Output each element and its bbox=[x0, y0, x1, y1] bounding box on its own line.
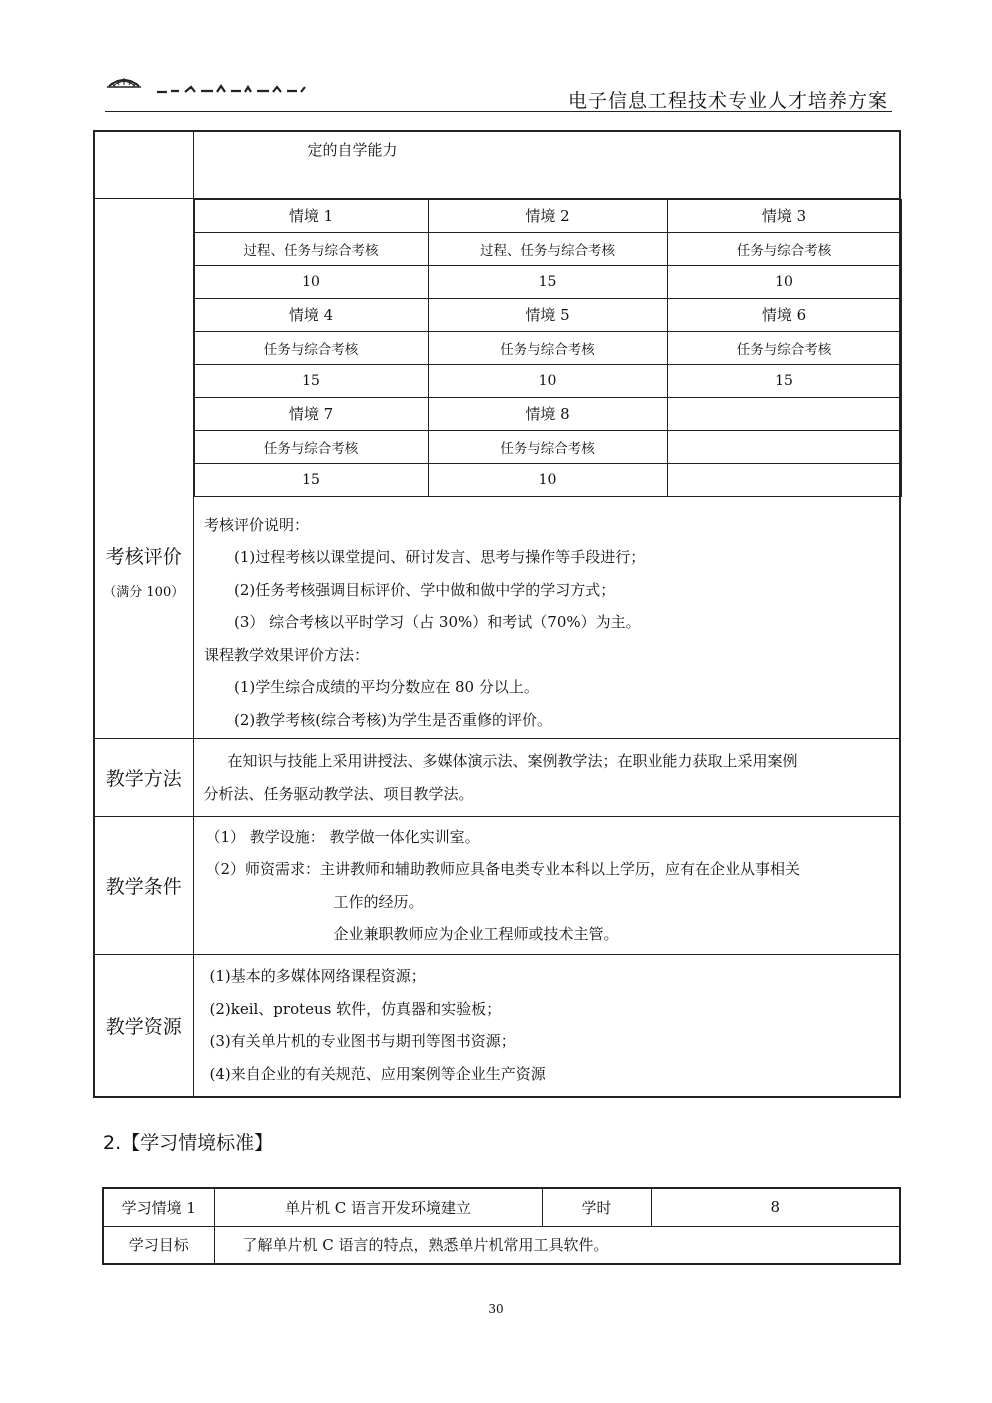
assessment-score: 15 bbox=[428, 265, 667, 298]
assessment-type: 任务与综合考核 bbox=[667, 331, 901, 364]
situation-label: 学习情境 1 bbox=[103, 1188, 214, 1226]
assessment-score: 10 bbox=[428, 364, 667, 397]
page-number: 30 bbox=[488, 1302, 504, 1316]
assessment-score: 10 bbox=[428, 463, 667, 496]
assessment-score: 15 bbox=[667, 364, 901, 397]
assessment-type: 任务与综合考核 bbox=[428, 430, 667, 463]
hours-value: 8 bbox=[651, 1188, 900, 1226]
assessment-content bbox=[193, 198, 900, 739]
resource-item: (4)来自企业的有关规范、应用案例等企业生产资源 bbox=[209, 1064, 546, 1083]
grid-type-row bbox=[194, 430, 901, 463]
table-row bbox=[103, 1226, 900, 1264]
assessment-grid bbox=[194, 199, 902, 739]
header-divider bbox=[105, 111, 892, 112]
hours-label: 学时 bbox=[542, 1188, 651, 1226]
grid-name-row bbox=[194, 298, 901, 331]
conditions-row bbox=[94, 817, 900, 955]
situation-name: 情境 1 bbox=[194, 199, 428, 232]
situation-name: 情境 4 bbox=[194, 298, 428, 331]
conditions-text: （1） 教学设施： 教学做一体化实训室。 bbox=[205, 827, 480, 846]
situation-name: 情境 8 bbox=[428, 397, 667, 430]
grid-score-row bbox=[194, 463, 901, 496]
conditions-text: 工作的经历。 bbox=[333, 892, 424, 911]
assessment-score: 15 bbox=[194, 364, 428, 397]
empty-cell bbox=[94, 131, 193, 198]
assessment-type: 任务与综合考核 bbox=[428, 331, 667, 364]
conditions-text: （2）师资需求：主讲教师和辅助教师应具备电类专业本科以上学历，应有在企业从事相关 bbox=[205, 860, 801, 878]
notes-row bbox=[194, 496, 901, 738]
assessment-label-cell bbox=[94, 198, 193, 739]
assessment-score bbox=[667, 463, 901, 496]
situation-name: 单片机 C 语言开发环境建立 bbox=[214, 1188, 542, 1226]
situation-standard-table bbox=[102, 1187, 901, 1265]
grid-score-row bbox=[194, 364, 901, 397]
assessment-score: 15 bbox=[194, 463, 428, 496]
assessment-type: 任务与综合考核 bbox=[194, 331, 428, 364]
grid-name-row bbox=[194, 397, 901, 430]
notes-line: (1)学生综合成绩的平均分数应在 80 分以上。 bbox=[234, 678, 539, 696]
resource-item: (1)基本的多媒体网络课程资源； bbox=[209, 967, 426, 986]
resource-item: (3)有关单片机的专业图书与期刊等图书资源； bbox=[209, 1032, 516, 1051]
situation-name: 情境 6 bbox=[667, 298, 901, 331]
assessment-notes bbox=[194, 496, 901, 738]
situation-name: 情境 7 bbox=[194, 397, 428, 430]
situation-name: 情境 5 bbox=[428, 298, 667, 331]
method-row bbox=[94, 739, 900, 817]
notes-heading: 课程教学效果评价方法： bbox=[204, 645, 370, 664]
grid-type-row bbox=[194, 331, 901, 364]
notes-line: (2)教学考核(综合考核)为学生是否重修的评价。 bbox=[234, 710, 552, 729]
assessment-type: 任务与综合考核 bbox=[667, 232, 901, 265]
resources-content bbox=[193, 955, 900, 1097]
notes-line: (2)任务考核强调目标评价、学中做和做中学的学习方式； bbox=[234, 580, 616, 599]
college-logo bbox=[105, 74, 325, 96]
method-text: 在知识与技能上采用讲授法、多媒体演示法、案例教学法；在职业能力获取上采用案例 bbox=[227, 752, 798, 770]
conditions-content bbox=[193, 817, 900, 955]
assessment-type: 过程、任务与综合考核 bbox=[194, 232, 428, 265]
situation-name: 情境 3 bbox=[667, 199, 901, 232]
situation-name bbox=[667, 397, 901, 430]
goal-label: 学习目标 bbox=[103, 1226, 214, 1264]
conditions-text: 企业兼职教师应为企业工程师或技术主管。 bbox=[333, 925, 619, 943]
assessment-sublabel: （满分 100） bbox=[103, 584, 185, 600]
resources-row bbox=[94, 955, 900, 1097]
table-row bbox=[94, 131, 900, 198]
resources-label: 教学资源 bbox=[94, 955, 193, 1097]
assessment-row bbox=[94, 198, 900, 739]
goal-text: 了解单片机 C 语言的特点，熟悉单片机常用工具软件。 bbox=[214, 1226, 900, 1264]
assessment-label: 考核评价 bbox=[105, 545, 182, 568]
resource-item: (2)keil、proteus 软件，仿真器和实验板； bbox=[209, 999, 502, 1018]
section-heading: 2.【学习情境标准】 bbox=[103, 1132, 274, 1154]
assessment-type: 任务与综合考核 bbox=[194, 430, 428, 463]
ability-cell bbox=[193, 131, 900, 198]
grid-score-row bbox=[194, 265, 901, 298]
page-header bbox=[105, 70, 892, 112]
course-table bbox=[93, 130, 901, 1098]
grid-type-row bbox=[194, 232, 901, 265]
grid-name-row bbox=[194, 199, 901, 232]
conditions-label: 教学条件 bbox=[94, 817, 193, 955]
table-row bbox=[103, 1188, 900, 1226]
assessment-score: 10 bbox=[194, 265, 428, 298]
notes-line: (1)过程考核以课堂提问、研讨发言、思考与操作等手段进行； bbox=[234, 548, 646, 566]
document-title: 电子信息工程技术专业人才培养方案 bbox=[567, 90, 888, 112]
assessment-type: 过程、任务与综合考核 bbox=[428, 232, 667, 265]
assessment-type bbox=[667, 430, 901, 463]
notes-line: (3） 综合考核以平时学习（占 30%）和考试（70%）为主。 bbox=[234, 613, 641, 631]
method-label: 教学方法 bbox=[94, 739, 193, 817]
notes-heading: 考核评价说明： bbox=[204, 515, 310, 534]
assessment-score: 10 bbox=[667, 265, 901, 298]
method-text: 分析法、任务驱动教学法、项目教学法。 bbox=[203, 784, 474, 803]
situation-name: 情境 2 bbox=[428, 199, 667, 232]
ability-text: 定的自学能力 bbox=[307, 141, 398, 159]
method-content bbox=[193, 739, 900, 817]
